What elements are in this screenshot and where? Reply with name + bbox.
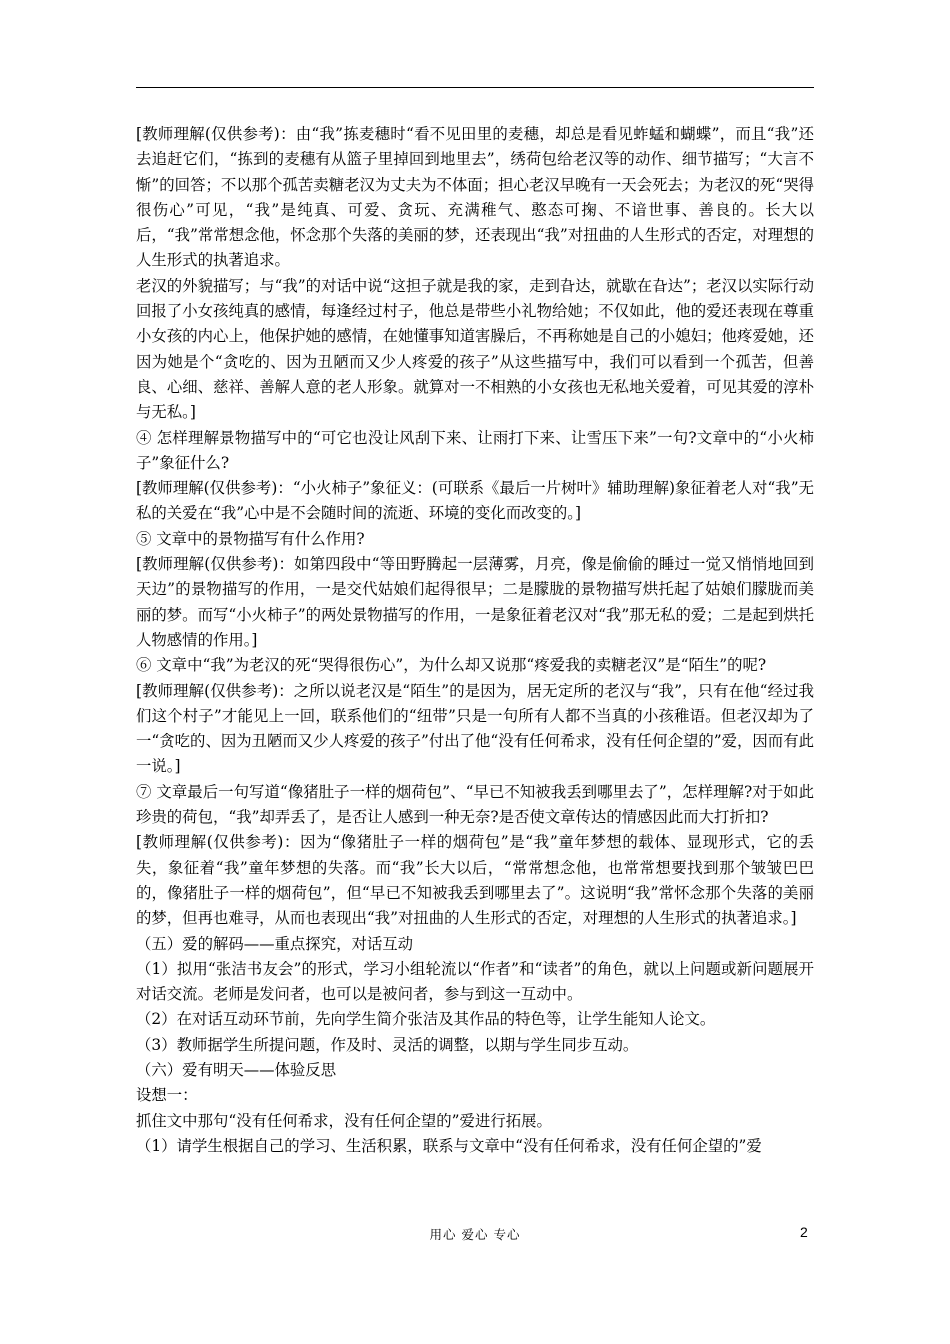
answer-6: [教师理解(仅供参考)：之所以说老汉是“陌生”的是因为，居无定所的老汉与“我”，只有在他“经过我们这个村子”才能见上一回，联系他们的“纽带”只是一句所有人都不当真的小孩稚语。但老汉却为了一“贪吃的、因为丑陋而又少人疼爱的孩子”付出了他“没有任何希求，没有任何企望的”爱，因而有此一说。] (136, 681, 814, 776)
footer-slogan: 用心 爱心 专心 (429, 1227, 521, 1242)
step-2: （2）在对话互动环节前，先向学生简介张洁及其作品的特色等，让学生能知人论文。 (136, 1010, 716, 1029)
question-5: ⑤ 文章中的景物描写有什么作用? (136, 529, 365, 548)
step-3: （3）教师据学生所提问题，作及时、灵活的调整，以期与学生同步互动。 (136, 1035, 639, 1054)
idea-one-label: 设想一： (136, 1086, 198, 1105)
answer-4: [教师理解(仅供参考)：“小火柿子”象征义：(可联系《最后一片树叶》辅助理解)象征着老人对“我”无私的关爱在“我”心中是不会随时间的流逝、环境的变化而改变的。] (136, 479, 814, 523)
answer-7: [教师理解(仅供参考)：因为“像猪肚子一样的烟荷包”是“我”童年梦想的载体、显现形式，它的丢失，象征着“我”童年梦想的失落。而“我”长大以后，“常常想念他，也常常想要找到那个皱皱巴巴的，像猪肚子一样的烟荷包”，但“早已不知被我丢到哪里去了”。这说明“我”常怀念那个失落的美丽的梦，但再也难寻，从而也表现出“我”对扭曲的人生形式的否定，对理想的人生形式的执著追求。] (136, 833, 814, 928)
idea-one-text: 抓住文中那句“没有任何希求，没有任何企望的”爱进行拓展。 (136, 1111, 552, 1130)
answer-5: [教师理解(仅供参考)：如第四段中“等田野腾起一层薄雾，月亮，像是偷偷的睡过一觉又悄悄地回到天边”的景物描写的作用，一是交代姑娘们起得很早；二是朦胧的景物描写烘托起了姑娘们朦胧而美丽的梦。而写“小火柿子”的两处景物描写的作用，一是象征着老汉对“我”那无私的爱；二是起到烘托人物感情的作用。] (136, 555, 814, 649)
question-6: ⑥ 文章中“我”为老汉的死“哭得很伤心”，为什么却又说那“疼爱我的卖糖老汉”是“陌生”的呢? (136, 656, 767, 675)
document-body (136, 122, 814, 1159)
step-1: （1）拟用“张洁书友会”的形式，学习小组轮流以“作者”和“读者”的角色，就以上问题或新问题展开对话交流。老师是发问者，也可以是被问者，参与到这一互动中。 (136, 959, 814, 1004)
paragraph-teacher-understanding-1: [教师理解(仅供参考)：由“我”拣麦穗时“看不见田里的麦穗，却总是看见蚱蜢和蝴蝶”，而且“我”还去追赶它们，“拣到的麦穗有从篮子里掉回到地里去”，绣荷包给老汉等的动作、细节描写；“大言不惭”的回答；不以那个孤苦卖糖老汉为丈夫为不体面；担心老汉早晚有一天会死去；为老汉的死“哭得很伤心”可见，“我”是纯真、可爱、贪玩、充满稚气、憨态可掬、不谙世事、善良的。长大以后，“我”常常想念他，怀念那个失落的美丽的梦，还表现出“我”对扭曲的人生形式的否定，对理想的人生形式的执著追求。 (136, 125, 814, 270)
paragraph-old-man-description: 老汉的外貌描写；与“我”的对话中说“这担子就是我的家，走到旮达，就歇在旮达”；老汉以实际行动回报了小女孩纯真的感情，每逢经过村子，他总是带些小礼物给她；不仅如此，他的爱还表现在尊重小女孩的内心上，他保护她的感情，在她懂事知道害臊后，不再称她是自己的小媳妇；他疼爱她，还因为她是个“贪吃的、因为丑陋而又少人疼爱的孩子”从这些描写中，我们可以看到一个孤苦，但善良、心细、慈祥、善解人意的老人形象。就算对一不相熟的小女孩也无私地关爱着，可见其爱的淳朴与无私。] (136, 276, 814, 422)
page-number: 2 (800, 1224, 808, 1240)
question-7: ⑦ 文章最后一句写道“像猪肚子一样的烟荷包”、“早已不知被我丢到哪里去了”，怎样理解?对于如此珍贵的荷包，“我”却弄丢了，是否让人感到一种无奈?是否使文章传达的情感因此而大打折扣? (136, 782, 814, 827)
section-heading-6: （六）爱有明天——体验反思 (136, 1060, 337, 1079)
section-heading-5: （五）爱的解码——重点探究，对话互动 (136, 934, 414, 953)
question-4: ④ 怎样理解景物描写中的“可它也没让风刮下来、让雨打下来、让雪压下来”一句?文章中的“小火柿子”象征什么? (136, 428, 814, 472)
header-rule (136, 87, 814, 88)
idea-one-step-1: （1）请学生根据自己的学习、生活积累，联系与文章中“没有任何希求，没有任何企望的”爱 (136, 1136, 762, 1155)
